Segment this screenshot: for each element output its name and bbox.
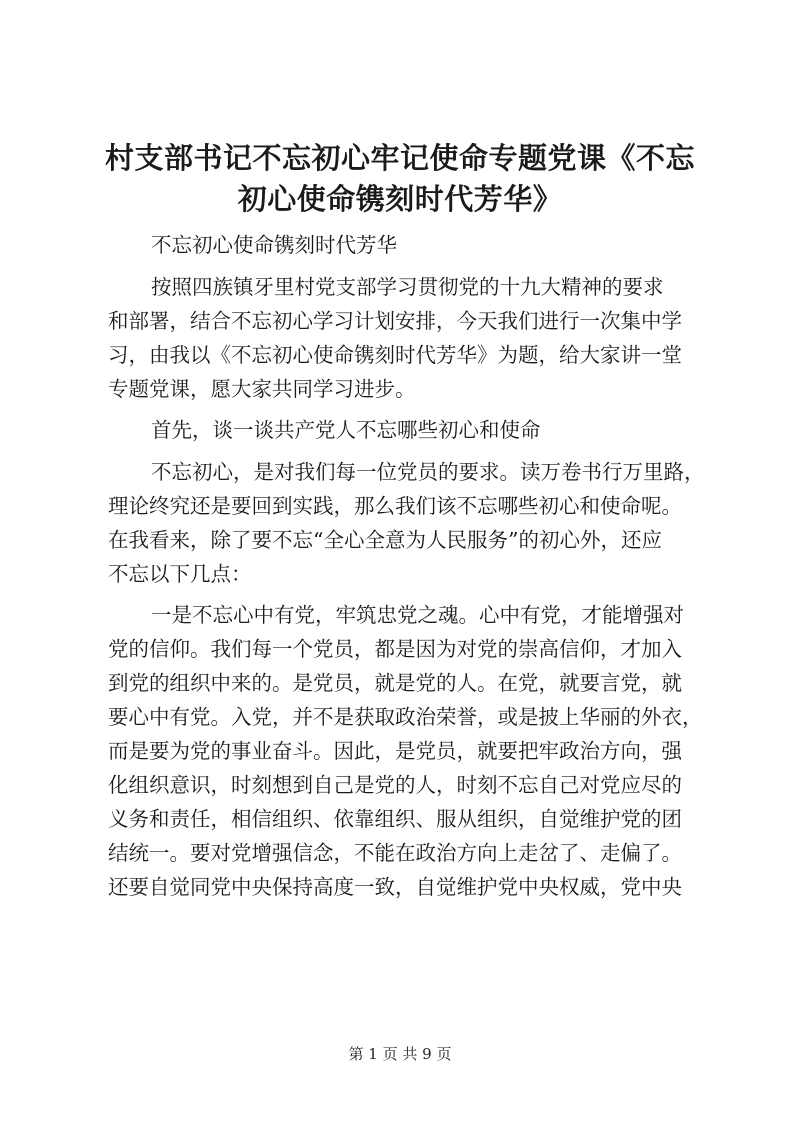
- paragraph-heading: [108, 413, 708, 447]
- text-line: 结统一。要对党增强信念，不能在政治方向上走岔了、走偏了。: [108, 841, 682, 865]
- paragraph-initial-mission: [108, 455, 708, 591]
- text-line: 和部署，结合不忘初心学习计划安排，今天我们进行一次集中学: [108, 308, 682, 333]
- text-line: 而是要为党的事业奋斗。因此，是党员，就要把牢政治方向，强: [108, 739, 682, 763]
- text-line: 理论终究还是要回到实践，那么我们该不忘哪些初心和使命呢。: [108, 493, 682, 518]
- document-title: [100, 138, 700, 220]
- document-body: [108, 228, 708, 912]
- text-line: 不忘初心使命镌刻时代芳华: [151, 233, 397, 257]
- text-line: 到党的组织中来的。是党员，就是党的人。在党，就要言党，就: [108, 671, 682, 695]
- text-line: 首先，谈一谈共产党人不忘哪些初心和使命: [151, 418, 541, 442]
- text-line: 专题党课，愿大家共同学习进步。: [108, 376, 416, 401]
- text-line: 义务和责任，相信组织、依靠组织、服从组织，自觉维护党的团: [108, 807, 682, 831]
- text-line: 一是不忘心中有党，牢筑忠党之魂。心中有党，才能增强对: [151, 603, 684, 627]
- text-line: 在我看来，除了要不忘“全心全意为人民服务”的初心外，还应: [108, 527, 662, 552]
- paragraph-intro: [108, 270, 708, 406]
- text-line: 习，由我以《不忘初心使命镌刻时代芳华》为题，给大家讲一堂: [108, 342, 682, 367]
- paragraph-point-one: [108, 598, 708, 904]
- page-footer: 第 1 页 共 9 页: [348, 1045, 452, 1063]
- text-line: 按照四族镇牙里村党支部学习贯彻党的十九大精神的要求: [151, 274, 664, 299]
- text-line: 化组织意识，时刻想到自己是党的人，时刻不忘自己对党应尽的: [108, 773, 682, 797]
- text-line: 党的信仰。我们每一个党员，都是因为对党的崇高信仰，才加入: [108, 637, 682, 661]
- text-line: 还要自觉同党中央保持高度一致，自觉维护党中央权威，党中央: [108, 875, 682, 899]
- text-line: 不忘初心，是对我们每一位党员的要求。读万卷书行万里路，: [151, 459, 705, 484]
- paragraph-subtitle: [108, 228, 708, 262]
- text-line: 不忘以下几点：: [108, 561, 252, 586]
- title-line: 初心使命镌刻时代芳华》: [237, 182, 563, 216]
- text-line: 要心中有党。入党，并不是获取政治荣誉，或是披上华丽的外衣，: [108, 705, 703, 729]
- title-line: 村支部书记不忘初心牢记使命专题党课《不忘: [104, 141, 695, 175]
